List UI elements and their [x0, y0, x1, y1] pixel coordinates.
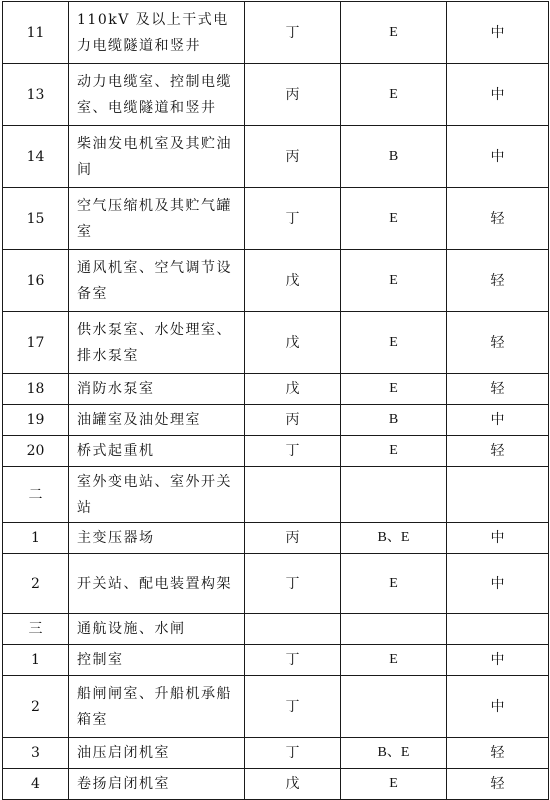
table-row	[3, 374, 549, 405]
location-name: 通航设施、水闸	[69, 614, 245, 645]
table-row	[3, 188, 549, 250]
location-name: 卷扬启闭机室	[69, 769, 245, 800]
fire-category: 丁	[245, 738, 341, 769]
extinguisher-type: E	[341, 645, 447, 676]
row-number: 15	[3, 188, 69, 250]
hazard-level: 中	[447, 645, 549, 676]
extinguisher-type: E	[341, 436, 447, 467]
location-name: 通风机室、空气调节设备室	[69, 250, 245, 312]
row-number: 三	[3, 614, 69, 645]
table-row	[3, 614, 549, 645]
extinguisher-type	[341, 676, 447, 738]
table-row	[3, 64, 549, 126]
hazard-level: 中	[447, 126, 549, 188]
extinguisher-type: E	[341, 374, 447, 405]
hazard-level: 中	[447, 64, 549, 126]
hazard-level: 轻	[447, 374, 549, 405]
fire-category: 丁	[245, 645, 341, 676]
hazard-level: 轻	[447, 312, 549, 374]
row-number: 17	[3, 312, 69, 374]
fire-category: 戊	[245, 769, 341, 800]
table-row	[3, 738, 549, 769]
hazard-level: 轻	[447, 436, 549, 467]
row-number: 11	[3, 2, 69, 64]
table-row	[3, 554, 549, 614]
hazard-level	[447, 467, 549, 523]
hazard-level: 中	[447, 676, 549, 738]
hazard-level	[447, 614, 549, 645]
hazard-level: 中	[447, 405, 549, 436]
row-number: 16	[3, 250, 69, 312]
row-number: 18	[3, 374, 69, 405]
location-name: 消防水泵室	[69, 374, 245, 405]
fire-category	[245, 467, 341, 523]
fire-category: 丁	[245, 2, 341, 64]
fire-category: 丁	[245, 188, 341, 250]
table-row	[3, 645, 549, 676]
location-name: 开关站、配电装置构架	[69, 554, 245, 614]
location-name: 控制室	[69, 645, 245, 676]
location-name: 空气压缩机及其贮气罐室	[69, 188, 245, 250]
location-name: 动力电缆室、控制电缆室、电缆隧道和竖井	[69, 64, 245, 126]
hazard-level: 中	[447, 523, 549, 554]
row-number: 2	[3, 554, 69, 614]
table-row	[3, 312, 549, 374]
row-number: 13	[3, 64, 69, 126]
row-number: 14	[3, 126, 69, 188]
table-row	[3, 126, 549, 188]
location-name: 油压启闭机室	[69, 738, 245, 769]
extinguisher-type: E	[341, 250, 447, 312]
location-name: 110kV 及以上干式电力电缆隧道和竖井	[69, 2, 245, 64]
hazard-level: 轻	[447, 250, 549, 312]
extinguisher-type: B	[341, 126, 447, 188]
location-name: 油罐室及油处理室	[69, 405, 245, 436]
extinguisher-type: E	[341, 2, 447, 64]
table-row	[3, 676, 549, 738]
table-row	[3, 769, 549, 800]
row-number: 1	[3, 523, 69, 554]
table-row	[3, 405, 549, 436]
row-number: 3	[3, 738, 69, 769]
extinguisher-type: E	[341, 64, 447, 126]
fire-category: 丁	[245, 436, 341, 467]
extinguisher-type: E	[341, 554, 447, 614]
hazard-level: 轻	[447, 738, 549, 769]
fire-category: 戊	[245, 312, 341, 374]
extinguisher-type	[341, 614, 447, 645]
location-name: 柴油发电机室及其贮油间	[69, 126, 245, 188]
hazard-level: 中	[447, 554, 549, 614]
extinguisher-type: E	[341, 769, 447, 800]
row-number: 1	[3, 645, 69, 676]
extinguisher-type: B	[341, 405, 447, 436]
location-name: 供水泵室、水处理室、排水泵室	[69, 312, 245, 374]
extinguisher-type: B、E	[341, 523, 447, 554]
location-name: 船闸闸室、升船机承船箱室	[69, 676, 245, 738]
fire-category	[245, 614, 341, 645]
row-number: 2	[3, 676, 69, 738]
location-name: 桥式起重机	[69, 436, 245, 467]
extinguisher-type: E	[341, 312, 447, 374]
fire-category: 丙	[245, 64, 341, 126]
row-number: 二	[3, 467, 69, 523]
fire-category: 丙	[245, 523, 341, 554]
table-row	[3, 467, 549, 523]
table-row	[3, 523, 549, 554]
fire-category: 丙	[245, 126, 341, 188]
location-name: 室外变电站、室外开关站	[69, 467, 245, 523]
row-number: 4	[3, 769, 69, 800]
fire-category: 戊	[245, 250, 341, 312]
fire-hazard-table	[2, 1, 549, 800]
hazard-level: 轻	[447, 188, 549, 250]
fire-category: 丁	[245, 676, 341, 738]
table-row	[3, 436, 549, 467]
extinguisher-type: E	[341, 188, 447, 250]
hazard-level: 中	[447, 2, 549, 64]
row-number: 19	[3, 405, 69, 436]
fire-category: 丁	[245, 554, 341, 614]
location-name: 主变压器场	[69, 523, 245, 554]
fire-category: 丙	[245, 405, 341, 436]
extinguisher-type: B、E	[341, 738, 447, 769]
fire-category: 戊	[245, 374, 341, 405]
table-row	[3, 2, 549, 64]
hazard-level: 轻	[447, 769, 549, 800]
extinguisher-type	[341, 467, 447, 523]
table-row	[3, 250, 549, 312]
table-body	[3, 2, 549, 800]
row-number: 20	[3, 436, 69, 467]
